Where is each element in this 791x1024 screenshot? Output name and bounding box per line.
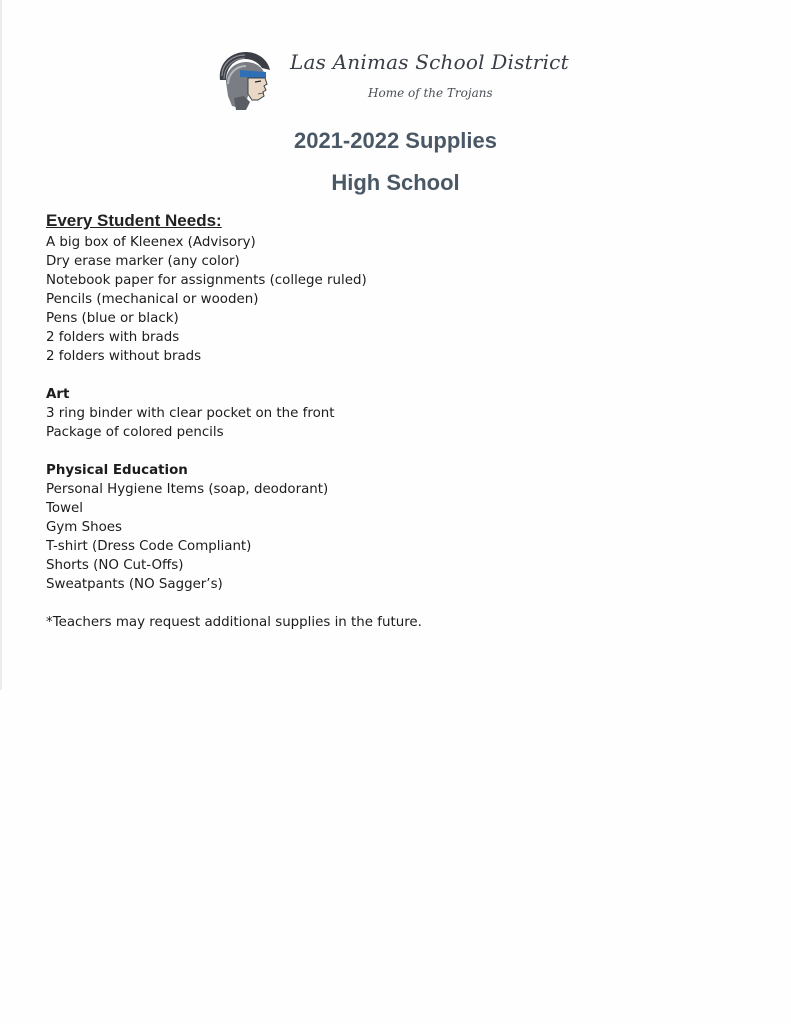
list-item: A big box of Kleenex (Advisory) bbox=[46, 235, 256, 250]
list-item: 3 ring binder with clear pocket on the front bbox=[46, 406, 335, 421]
list-item: Notebook paper for assignments (college ruled) bbox=[46, 273, 367, 288]
spacer bbox=[46, 366, 746, 385]
list-item: Sweatpants (NO Sagger’s) bbox=[46, 577, 223, 592]
list-item: Pens (blue or black) bbox=[46, 311, 179, 326]
list-item: Package of colored pencils bbox=[46, 425, 224, 440]
page-subtitle: High School bbox=[331, 170, 460, 195]
page-title: 2021-2022 Supplies bbox=[293, 128, 497, 153]
spacer bbox=[46, 594, 746, 613]
art-list bbox=[46, 404, 746, 442]
physical-education-list bbox=[46, 480, 746, 594]
trojan-helmet-icon bbox=[210, 46, 280, 114]
section-heading-art: Art bbox=[46, 387, 70, 402]
district-name: Las Animas School District bbox=[290, 50, 569, 74]
district-tagline: Home of the Trojans bbox=[368, 86, 493, 100]
supply-list bbox=[46, 210, 746, 632]
every-student-list bbox=[46, 233, 746, 366]
scan-edge bbox=[0, 0, 2, 690]
list-item: Shorts (NO Cut-Offs) bbox=[46, 558, 184, 573]
spacer bbox=[46, 442, 746, 461]
list-item: T-shirt (Dress Code Compliant) bbox=[46, 539, 252, 554]
list-item: Personal Hygiene Items (soap, deodorant) bbox=[46, 482, 329, 497]
list-item: 2 folders without brads bbox=[46, 349, 202, 364]
list-item: Towel bbox=[46, 501, 84, 516]
footnote: *Teachers may request additional supplies in the future. bbox=[46, 615, 422, 630]
list-item: Dry erase marker (any color) bbox=[46, 254, 240, 269]
list-item: Pencils (mechanical or wooden) bbox=[46, 292, 259, 307]
section-heading-every-student: Every Student Needs: bbox=[46, 211, 222, 230]
section-heading-physical-education: Physical Education bbox=[46, 463, 188, 478]
list-item: Gym Shoes bbox=[46, 520, 122, 535]
list-item: 2 folders with brads bbox=[46, 330, 180, 345]
letterhead bbox=[210, 44, 600, 116]
